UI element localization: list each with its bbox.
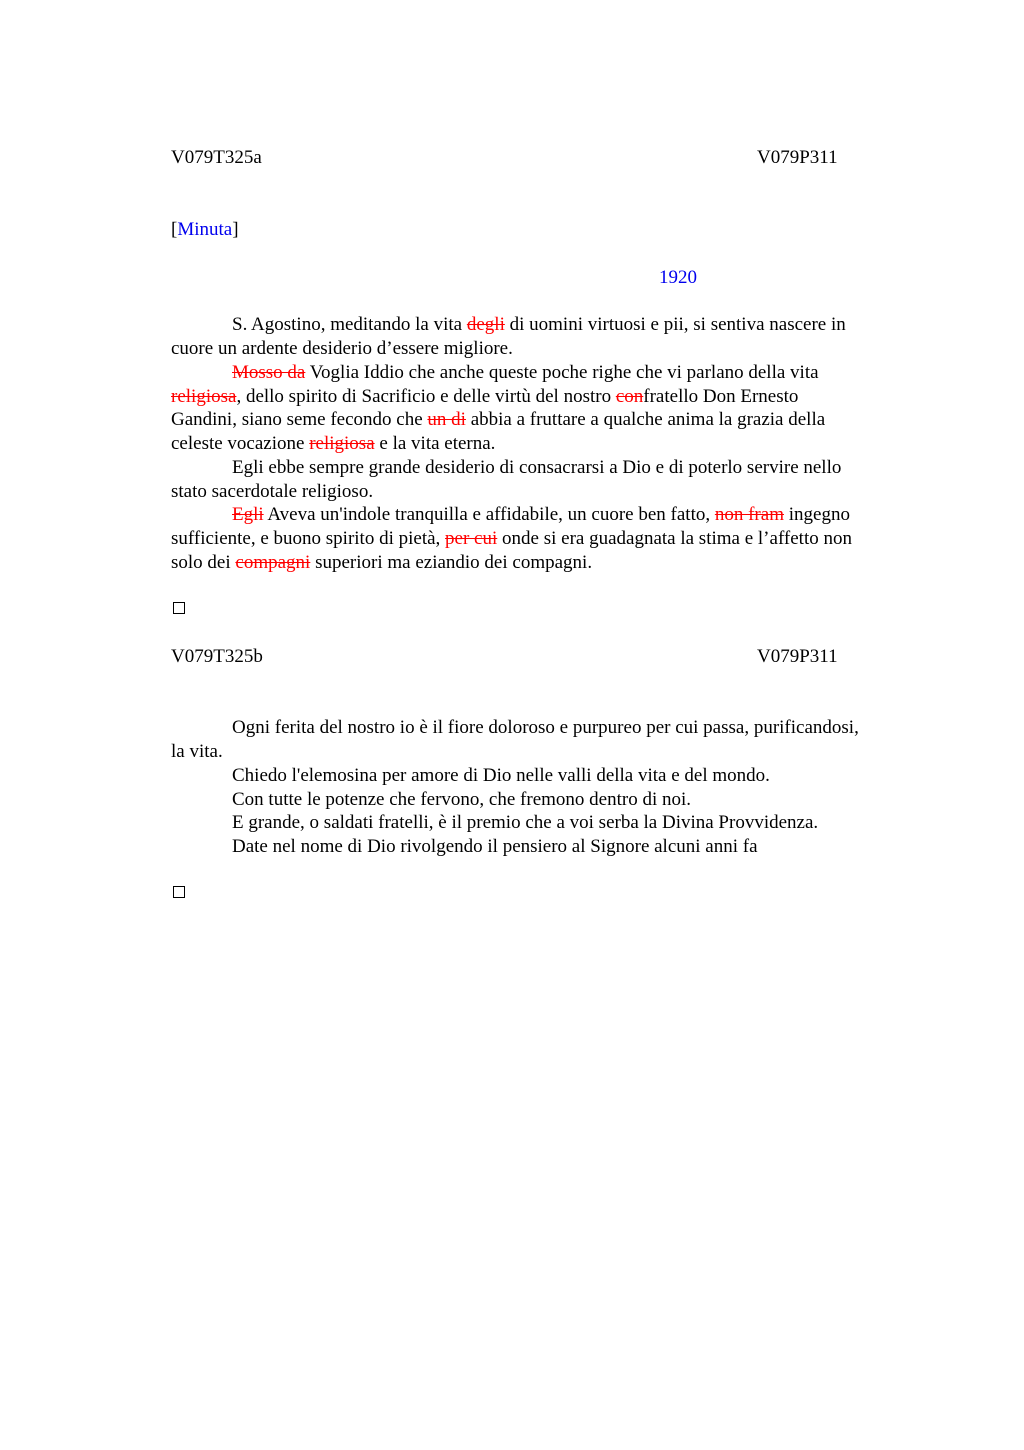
text-line: cuore un ardente desiderio d’essere migliore. bbox=[171, 338, 513, 359]
text-line: Con tutte le potenze che fervono, che fremono dentro di noi. bbox=[232, 789, 692, 810]
text-line: solo dei compagni superiori ma eziandio dei compagni. bbox=[171, 552, 593, 573]
minuta-label: [Minuta] bbox=[171, 219, 239, 240]
deleted-text: religiosa bbox=[171, 386, 237, 407]
section-code-right: V079P311 bbox=[757, 646, 838, 667]
deleted-text: degli bbox=[466, 314, 505, 335]
deleted-text: Mosso da bbox=[232, 362, 306, 383]
deleted-text: con bbox=[615, 386, 644, 407]
text-line: Gandini, siano seme fecondo che un di abbia a fruttare a qualche anima la grazia della bbox=[171, 409, 826, 430]
text-line: Mosso da Voglia Iddio che anche queste poche righe che vi parlano della vita bbox=[232, 362, 819, 383]
text-line: Date nel nome di Dio rivolgendo il pensiero al Signore alcuni anni fa bbox=[232, 836, 758, 857]
deleted-text: per cui bbox=[445, 528, 498, 549]
checkbox-square-icon bbox=[173, 602, 185, 614]
text-line: E grande, o saldati fratelli, è il premio che a voi serba la Divina Provvidenza. bbox=[232, 812, 819, 833]
section-code-right: V079P311 bbox=[757, 147, 838, 168]
text-line: Egli Aveva un'indole tranquilla e affidabile, un cuore ben fatto, non fram ingegno bbox=[232, 504, 850, 525]
text-line: S. Agostino, meditando la vita degli di uomini virtuosi e pii, si sentiva nascere in bbox=[232, 314, 846, 335]
text-line: celeste vocazione religiosa e la vita eterna. bbox=[171, 433, 496, 454]
deleted-text: non fram bbox=[714, 504, 784, 525]
section-code-left: V079T325a bbox=[171, 147, 262, 168]
text-line: sufficiente, e buono spirito di pietà, per cui onde si era guadagnata la stima e l’affetto non bbox=[171, 528, 852, 549]
deleted-text: compagni bbox=[235, 552, 311, 573]
document-year: 1920 bbox=[659, 267, 697, 288]
text-line: religiosa, dello spirito di Sacrificio e delle virtù del nostro confratello Don Ernesto bbox=[171, 386, 799, 407]
text-line: la vita. bbox=[171, 741, 223, 762]
deleted-text: Egli bbox=[232, 504, 264, 525]
text-line: Ogni ferita del nostro io è il fiore doloroso e purpureo per cui passa, purificandosi, bbox=[232, 717, 859, 738]
section-code-left: V079T325b bbox=[171, 646, 263, 667]
text-line: Chiedo l'elemosina per amore di Dio nelle valli della vita e del mondo. bbox=[232, 765, 770, 786]
text-line: Egli ebbe sempre grande desiderio di consacrarsi a Dio e di poterlo servire nello bbox=[232, 457, 842, 478]
deleted-text: un di bbox=[427, 409, 466, 430]
text-line: stato sacerdotale religioso. bbox=[171, 481, 374, 502]
deleted-text: religiosa bbox=[309, 433, 375, 454]
checkbox-square-icon bbox=[173, 886, 185, 898]
